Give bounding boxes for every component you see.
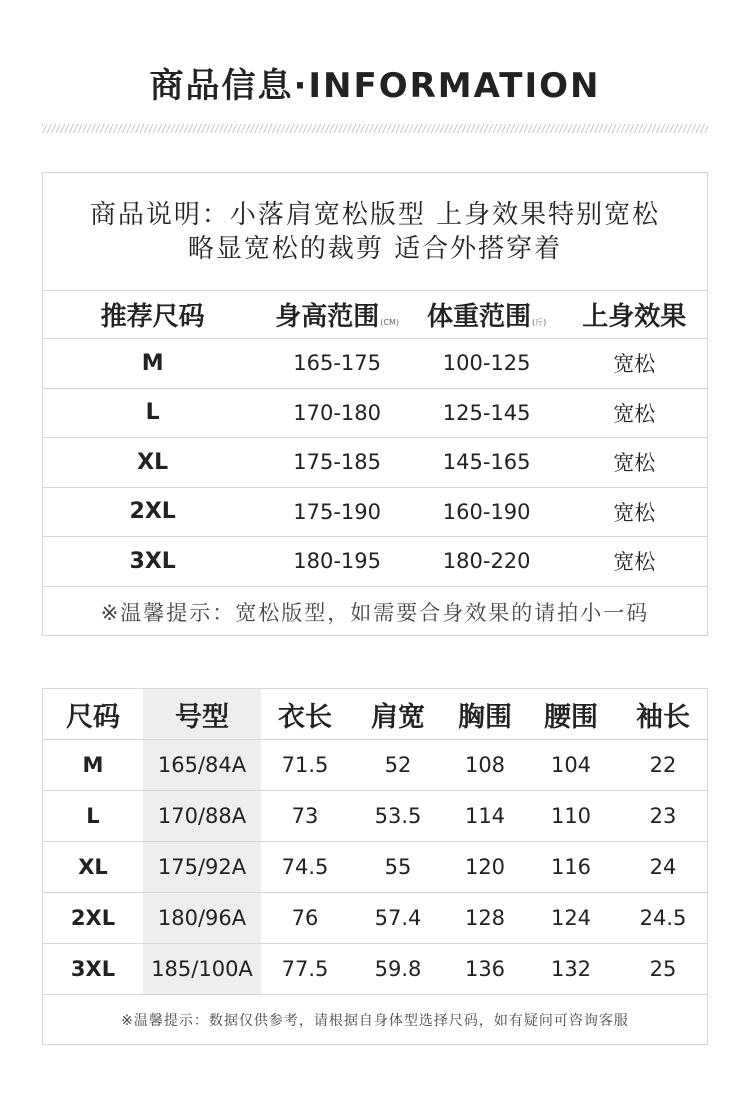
measurement-cell: 110: [550, 804, 592, 828]
measurement-cell: 76: [291, 906, 319, 930]
table-row: [43, 842, 707, 893]
measurement-cell: XL: [78, 855, 108, 879]
row-size: XL: [137, 449, 169, 475]
header-weight: [412, 296, 562, 333]
row-fit: 宽松: [613, 451, 656, 476]
measurement-cell: 120: [464, 855, 506, 879]
measurement-cell: 23: [649, 804, 677, 828]
header-weight-unit: (斤): [532, 318, 547, 327]
table-row: [43, 537, 707, 587]
row-size: 2XL: [129, 499, 176, 525]
measurement-cell: 136: [464, 957, 506, 981]
table-row: [43, 791, 707, 842]
measurement-cell: 73: [291, 804, 319, 828]
description-line-2: 略显宽松的裁剪 适合外搭穿着: [187, 233, 563, 264]
measurement-cell: 77.5: [281, 957, 329, 981]
recommend-tip: ※温馨提示：宽松版型，如需要合身效果的请拍小一码: [100, 600, 650, 625]
table-row: [43, 438, 707, 488]
measurement-cell: 71.5: [281, 753, 329, 777]
header-height-label: 身高范围: [275, 302, 380, 332]
row-height: 165-175: [293, 351, 381, 376]
measurement-cell: 59.8: [374, 957, 422, 981]
hatch-divider: [42, 124, 708, 133]
header-height-unit: (CM): [380, 318, 399, 327]
header-size: 推荐尺码: [100, 302, 205, 332]
measurement-cell: L: [86, 804, 100, 828]
measurement-cell: 74.5: [281, 855, 329, 879]
measurement-cell: 24: [649, 855, 677, 879]
measurement-cell: 175/92A: [143, 842, 261, 892]
measurement-header-cell: 胸围: [458, 701, 512, 733]
row-weight: 100-125: [442, 351, 531, 376]
measurement-cell: 22: [649, 753, 677, 777]
row-height: 170-180: [293, 400, 381, 425]
measurement-cell: 170/88A: [143, 791, 261, 841]
measurement-cell: 2XL: [70, 906, 116, 930]
measurement-cell: 180/96A: [143, 893, 261, 943]
table-row: [43, 339, 707, 389]
description-line-1: 商品说明：小落肩宽松版型 上身效果特别宽松: [89, 199, 661, 230]
page-title: 商品信息·INFORMATION: [149, 66, 601, 106]
measurement-cell: 24.5: [639, 906, 687, 930]
row-weight: 160-190: [442, 499, 531, 524]
row-height: 180-195: [293, 549, 381, 574]
measurement-cell: 128: [464, 906, 506, 930]
measurement-cell: 25: [649, 957, 677, 981]
measurement-header-cell: 尺码: [66, 701, 120, 733]
measurement-tip: ※温馨提示：数据仅供参考，请根据自身体型选择尺码，如有疑问可咨询客服: [121, 1012, 629, 1029]
row-fit: 宽松: [613, 500, 656, 525]
measurement-cell: 132: [550, 957, 592, 981]
measurement-cell: 165/84A: [143, 740, 261, 790]
row-fit: 宽松: [613, 401, 656, 426]
measurement-cell: 55: [384, 855, 412, 879]
table-row: [43, 944, 707, 995]
measurement-table: [42, 688, 708, 1045]
measurement-cell: 104: [550, 753, 592, 777]
measurement-header-cell: 号型: [143, 689, 261, 739]
measurement-cell: 108: [464, 753, 506, 777]
measurement-cell: 185/100A: [143, 944, 261, 994]
row-size: 3XL: [129, 548, 176, 574]
table-row: [43, 893, 707, 944]
row-weight: 180-220: [442, 549, 531, 574]
measurement-header-cell: 袖长: [636, 701, 690, 733]
measurement-header-cell: 衣长: [278, 701, 332, 733]
row-height: 175-185: [293, 450, 381, 475]
row-fit: 宽松: [613, 550, 656, 575]
product-description: [43, 173, 707, 291]
measurement-cell: 3XL: [70, 957, 116, 981]
header-weight-label: 体重范围: [427, 302, 532, 332]
measurement-cell: 52: [384, 753, 412, 777]
recommend-header-row: [43, 291, 707, 339]
measurement-header-row: [43, 689, 707, 740]
measurement-cell: 114: [464, 804, 506, 828]
row-fit: 宽松: [613, 352, 656, 377]
measurement-cell: 124: [550, 906, 592, 930]
recommend-size-table: [42, 172, 708, 636]
measurement-cell: 116: [550, 855, 592, 879]
row-weight: 145-165: [442, 450, 531, 475]
row-size: M: [141, 350, 164, 376]
table-row: [43, 488, 707, 538]
measurement-header-cell: 肩宽: [371, 701, 425, 733]
measurement-cell: 53.5: [374, 804, 422, 828]
row-size: L: [145, 400, 160, 426]
table-row: [43, 740, 707, 791]
row-height: 175-190: [293, 499, 381, 524]
row-weight: 125-145: [442, 400, 531, 425]
table-row: [43, 389, 707, 439]
measurement-cell: 57.4: [374, 906, 422, 930]
measurement-header-cell: 腰围: [544, 701, 598, 733]
measurement-cell: M: [82, 753, 104, 777]
header-height: [262, 296, 412, 333]
header-fit: 上身效果: [582, 302, 687, 332]
